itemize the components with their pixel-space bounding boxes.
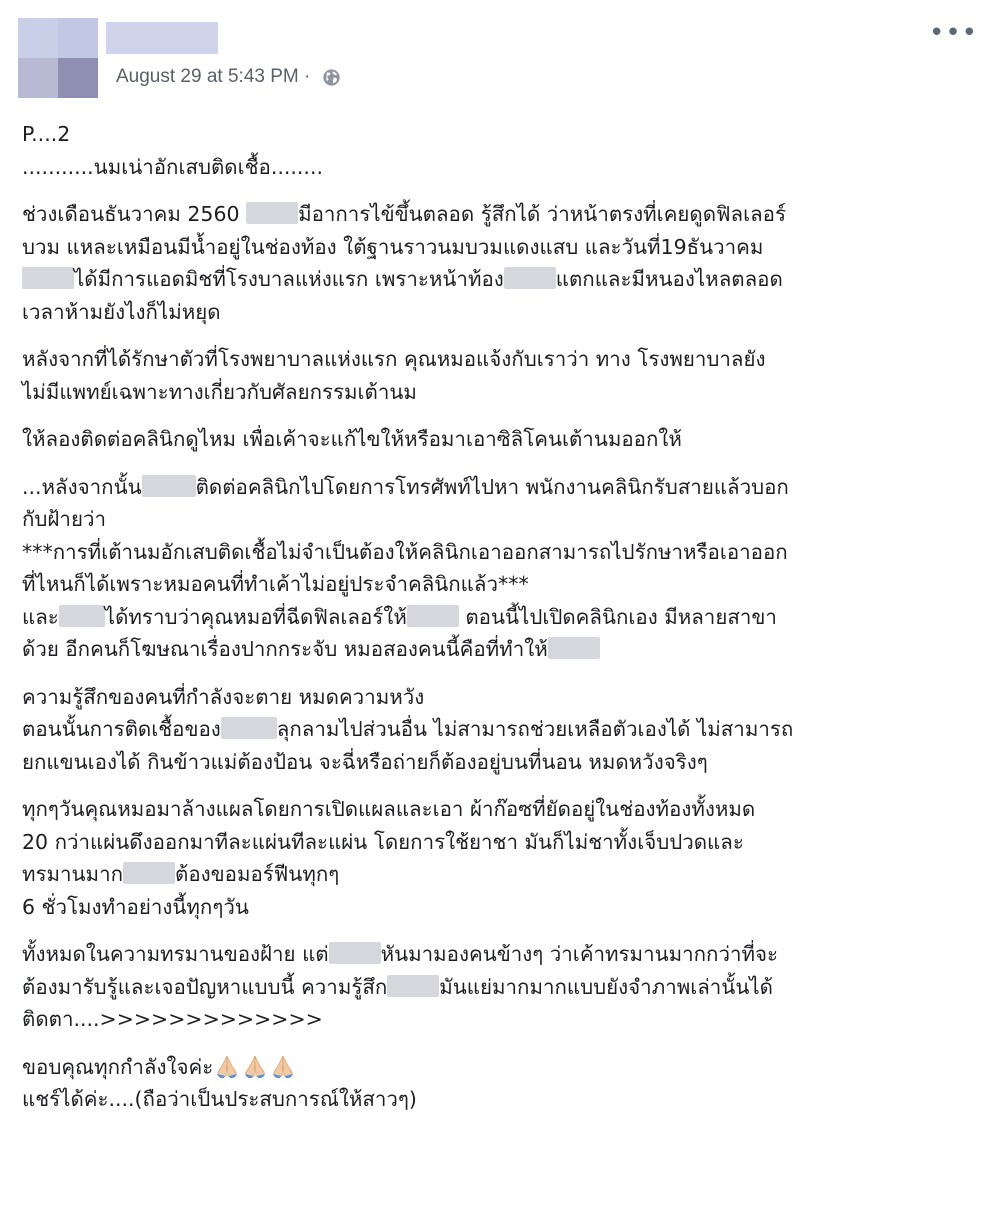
text-segment: หันมามองคนข้างๆ ว่าเค้าทรมานมากกว่าที่จะ: [380, 942, 779, 966]
post-text-line: [22, 231, 984, 264]
text-segment: 20 กว่าแผ่นดึงออกมาทีละแผ่นทีละแผ่น โดยการใช้ยาชา มันก็ไม่ชาทั้งเจ็บปวดและ: [22, 829, 744, 854]
post-text-line: [22, 746, 984, 779]
avatar-pixel: [18, 58, 58, 98]
text-segment: เวลาห้ามยังไงก็ไม่หยุด: [22, 299, 221, 324]
text-segment: ...หลังจากนั้น: [22, 474, 142, 499]
post-text-line: [22, 633, 984, 666]
avatar[interactable]: [18, 18, 98, 98]
meta-separator: ·: [298, 66, 316, 87]
text-segment: ทรมานมาก: [22, 862, 123, 886]
post-text-line: [22, 118, 984, 151]
post-text-line: [22, 681, 984, 714]
redacted-text: [387, 975, 439, 997]
post-text-line: [22, 151, 984, 184]
text-segment: ต้องขอมอร์ฟีนทุกๆ: [175, 862, 340, 886]
text-segment: ด้วย อีกคนก็โฆษณาเรื่องปากกระจับ หมอสองคนนี้คือที่ทำให้: [22, 637, 548, 661]
redacted-text: [246, 202, 298, 224]
post-meta: [116, 66, 341, 88]
text-segment: แชร์ได้ค่ะ....(ถือว่าเป็นประสบการณ์ให้สาวๆ): [22, 1087, 417, 1111]
text-segment: ตอนนั้นการติดเชื้อของ: [22, 717, 221, 741]
text-segment: ขอบคุณทุกกำลังใจค่ะ: [22, 1054, 214, 1079]
text-segment: ได้ทราบว่าคุณหมอที่ฉีดฟิลเลอร์ให้: [104, 604, 407, 629]
post-text-line: [22, 296, 984, 329]
text-segment: ...........นมเน่าอักเสบติดเชื้อ........: [22, 154, 323, 179]
avatar-pixel: [58, 18, 98, 58]
author-name-redacted[interactable]: [106, 22, 218, 54]
text-segment: P....2: [22, 122, 71, 146]
post-text-line: [22, 793, 984, 826]
post-paragraph: [22, 1051, 984, 1116]
post-text-line: [22, 343, 984, 376]
post-text-line: [22, 198, 984, 231]
redacted-text: [22, 267, 74, 289]
text-segment: มีอาการไข้ขึ้นตลอด รู้สึกได้ ว่าหน้าตรงที่เคยดูดฟิลเลอร์: [298, 202, 787, 226]
post-paragraph: [22, 343, 984, 408]
post-text-line: [22, 601, 984, 634]
redacted-text: [142, 475, 196, 497]
text-segment: ตอนนี้ไปเปิดคลินิกเอง มีหลายสาขา: [458, 604, 777, 629]
redacted-text: [407, 605, 459, 627]
post-paragraph: [22, 198, 984, 328]
more-options-icon[interactable]: •••: [928, 18, 978, 48]
text-segment: ต้องมารับรู้และเจอปัญหาแบบนี้ ความรู้สึก: [22, 974, 388, 999]
post-text-line: [22, 503, 984, 536]
folded-hands-icon: [213, 1052, 297, 1080]
post-text-line: [22, 1003, 984, 1036]
text-segment: ติดตา....>>>>>>>>>>>>>: [22, 1007, 323, 1031]
post-text-line: [22, 938, 984, 971]
post-paragraph: [22, 793, 984, 923]
text-segment: ติดต่อคลินิกไปโดยการโทรศัพท์ไปหา พนักงานคลินิกรับสายแล้วบอก: [195, 474, 789, 499]
post-text-line: [22, 471, 984, 504]
text-segment: ไม่มีแพทย์เฉพาะทางเกี่ยวกับศัลยกรรมเต้านม: [22, 379, 417, 404]
text-segment: ทั้งหมดในความทรมานของฝ้าย แต่: [22, 942, 329, 966]
post-paragraph: [22, 471, 984, 666]
post-paragraph: [22, 423, 984, 456]
post-body: [22, 118, 984, 1131]
text-segment: ที่ไหนก็ได้เพราะหมอคนที่ทำเค้าไม่อยู่ประจำคลินิกแล้ว***: [22, 572, 529, 596]
post-paragraph: [22, 118, 984, 183]
post-text-line: [22, 826, 984, 859]
post-text-line: [22, 376, 984, 409]
redacted-text: [329, 942, 381, 964]
text-segment: แตกและมีหนองไหลตลอด: [555, 267, 783, 291]
redacted-text: [548, 637, 600, 659]
redacted-text: [504, 267, 556, 289]
post-text-line: [22, 536, 984, 569]
text-segment: ลุกลามไปส่วนอื่น ไม่สามารถช่วยเหลือตัวเองได้ ไม่สามารถ: [276, 717, 794, 741]
text-segment: ***การที่เต้านมอักเสบติดเชื้อไม่จำเป็นต้องให้คลินิกเอาออกสามารถไปรักษาหรือเอาออก: [22, 539, 788, 564]
post-text-line: [22, 423, 984, 456]
post-text-line: [22, 568, 984, 601]
text-segment: ยกแขนเองได้ กินข้าวแม่ต้องป้อน จะฉี่หรือถ่ายก็ต้องอยู่บนที่นอน หมดหวังจริงๆ: [22, 749, 708, 774]
text-segment: หลังจากที่ได้รักษาตัวที่โรงพยาบาลแห่งแรก คุณหมอแจ้งกับเราว่า ทาง โรงพยาบาลยัง: [22, 347, 766, 371]
text-segment: ทุกๆวันคุณหมอมาล้างแผลโดยการเปิดแผลและเอา ผ้าก๊อซที่ยัดอยู่ในช่องท้องทั้งหมด: [22, 797, 756, 821]
avatar-pixel: [18, 18, 58, 58]
avatar-pixel: [58, 58, 98, 98]
post-paragraph: [22, 938, 984, 1036]
text-segment: บวม แหละเหมือนมีน้ำอยู่ในช่องท้อง ใต้ฐานราวนมบวมแดงแสบ และวันที่19ธันวาคม: [22, 234, 764, 259]
redacted-text: [123, 862, 175, 884]
text-segment: ได้มีการแอดมิชที่โรงบาลแห่งแรก เพราะหน้าท้อง: [74, 267, 504, 291]
post-timestamp[interactable]: August 29 at 5:43 PM: [116, 66, 299, 87]
redacted-text: [221, 717, 277, 739]
redacted-text: [59, 605, 105, 627]
text-segment: ความรู้สึกของคนที่กำลังจะตาย หมดความหวัง: [22, 684, 425, 709]
post-text-line: [22, 263, 984, 296]
text-segment: กับฝ้ายว่า: [22, 507, 106, 531]
post-text-line: [22, 858, 984, 891]
text-segment: ให้ลองติดต่อคลินิกดูไหม เพื่อเค้าจะแก้ไขให้หรือมาเอาซิลิโคนเต้านมออกให้: [22, 427, 682, 451]
text-segment: 6 ชั่วโมงทำอย่างนี้ทุกๆวัน: [22, 894, 249, 919]
post-text-line: [22, 1051, 984, 1084]
text-segment: มันแย่มากมากแบบยังจำภาพเล่านั้นได้: [439, 974, 773, 999]
post-text-line: [22, 713, 984, 746]
text-segment: และ: [22, 604, 59, 629]
text-segment: ช่วงเดือนธันวาคม 2560: [22, 202, 247, 226]
post-text-line: [22, 971, 984, 1004]
post-text-line: [22, 891, 984, 924]
globe-icon[interactable]: [322, 68, 341, 87]
post-paragraph: [22, 681, 984, 779]
post-text-line: [22, 1083, 984, 1116]
